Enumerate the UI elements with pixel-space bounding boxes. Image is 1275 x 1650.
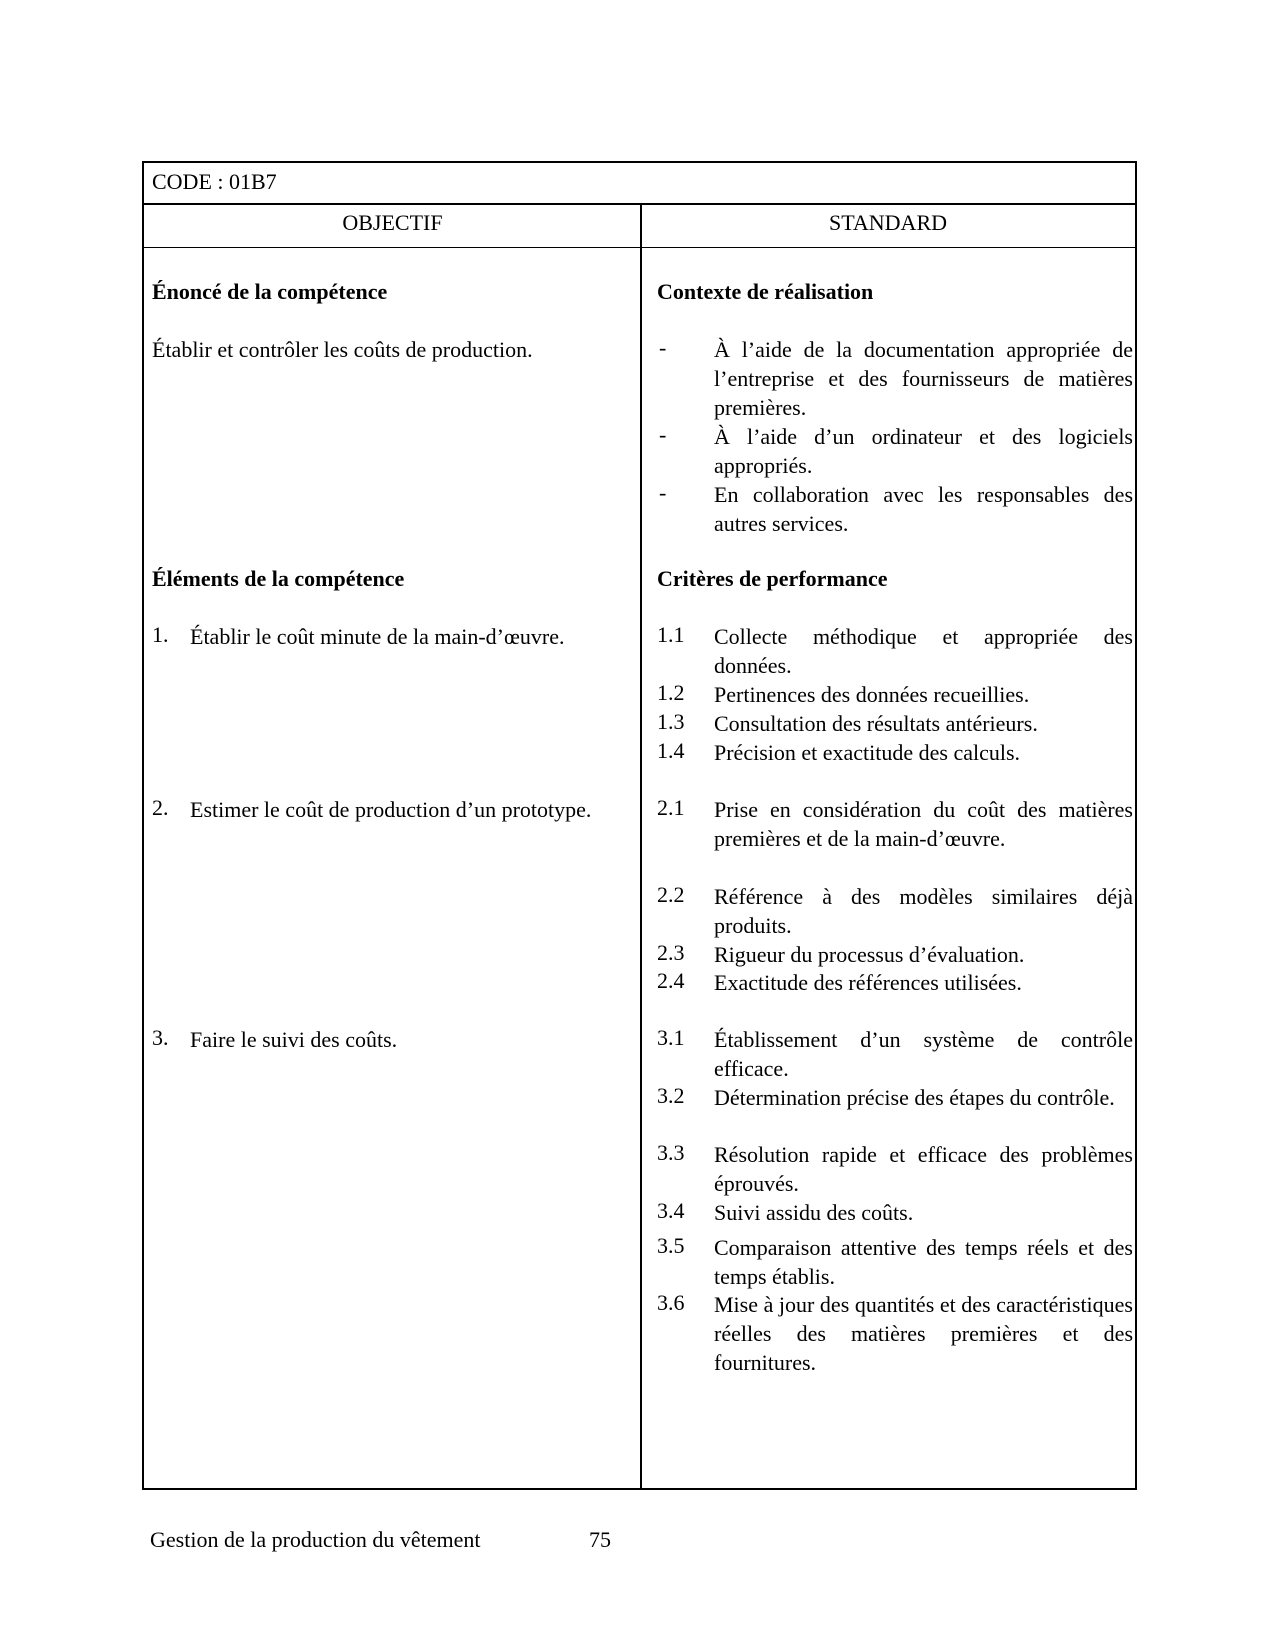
element-number: 3. xyxy=(152,1025,169,1050)
critere-number: 3.5 xyxy=(657,1233,685,1258)
critere-number: 1.4 xyxy=(657,738,685,763)
critere-text: Pertinences des données recueillies. xyxy=(714,682,1030,707)
element-text: Établir le coût minute de la main-d’œuvre. xyxy=(190,624,565,649)
critere-text: Consultation des résultats antérieurs. xyxy=(714,711,1038,736)
critere-number: 3.4 xyxy=(657,1198,685,1223)
critere-text: Suivi assidu des coûts. xyxy=(714,1200,914,1225)
critere-text: Référence à des modèles similaires déjà produits. xyxy=(714,884,1133,938)
element-number: 1. xyxy=(152,622,169,647)
element-number: 2. xyxy=(152,795,169,820)
critere-number: 2.4 xyxy=(657,968,685,993)
critere-number: 1.1 xyxy=(657,622,685,647)
dash-bullet-icon: - xyxy=(659,480,667,505)
column-divider xyxy=(640,205,642,1488)
critere-text: Résolution rapide et efficace des problèmes éprouvés. xyxy=(714,1142,1133,1196)
competency-table xyxy=(142,161,1137,1490)
header-standard: STANDARD xyxy=(828,210,948,235)
critere-number: 1.2 xyxy=(657,680,685,705)
critere-text: Comparaison attentive des temps réels et des temps établis. xyxy=(714,1235,1133,1289)
footer-title: Gestion de la production du vêtement xyxy=(150,1527,481,1552)
critere-text: Exactitude des références utilisées. xyxy=(714,970,1022,995)
critere-text: Rigueur du processus d’évaluation. xyxy=(714,942,1025,967)
code-row: CODE : 01B7 xyxy=(144,163,1135,205)
contexte-heading: Contexte de réalisation xyxy=(657,279,874,304)
critere-number: 3.6 xyxy=(657,1290,685,1315)
critere-number: 2.2 xyxy=(657,882,685,907)
critere-text: Établissement d’un système de contrôle efficace. xyxy=(714,1027,1133,1081)
critere-number: 3.1 xyxy=(657,1025,685,1050)
element-text: Faire le suivi des coûts. xyxy=(190,1027,398,1052)
critere-number: 3.3 xyxy=(657,1140,685,1165)
dash-bullet-icon: - xyxy=(659,422,667,447)
contexte-text: À l’aide de la documentation appropriée de l’entreprise et des fournisseurs de matières premières. xyxy=(714,337,1133,420)
critere-text: Prise en considération du coût des matières premières et de la main-d’œuvre. xyxy=(714,797,1133,851)
header-objectif: OBJECTIF xyxy=(342,210,443,235)
dash-bullet-icon: - xyxy=(659,335,667,360)
criteres-heading: Critères de performance xyxy=(657,566,888,591)
critere-number: 1.3 xyxy=(657,709,685,734)
element-text: Estimer le coût de production d’un prototype. xyxy=(190,797,592,822)
critere-text: Mise à jour des quantités et des caractéristiques réelles des matières premières et des fournitures. xyxy=(714,1292,1133,1375)
enonce-text: Établir et contrôler les coûts de production. xyxy=(152,337,533,362)
critere-text: Collecte méthodique et appropriée des données. xyxy=(714,624,1133,678)
elements-heading: Éléments de la compétence xyxy=(152,566,405,591)
contexte-text: En collaboration avec les responsables des autres services. xyxy=(714,482,1133,536)
footer-page-number: 75 xyxy=(589,1527,611,1552)
critere-text: Précision et exactitude des calculs. xyxy=(714,740,1021,765)
contexte-text: À l’aide d’un ordinateur et des logiciels appropriés. xyxy=(714,424,1133,478)
critere-text: Détermination précise des étapes du contrôle. xyxy=(714,1085,1115,1110)
critere-number: 2.3 xyxy=(657,940,685,965)
critere-number: 3.2 xyxy=(657,1083,685,1108)
critere-number: 2.1 xyxy=(657,795,685,820)
enonce-heading: Énoncé de la compétence xyxy=(152,279,388,304)
